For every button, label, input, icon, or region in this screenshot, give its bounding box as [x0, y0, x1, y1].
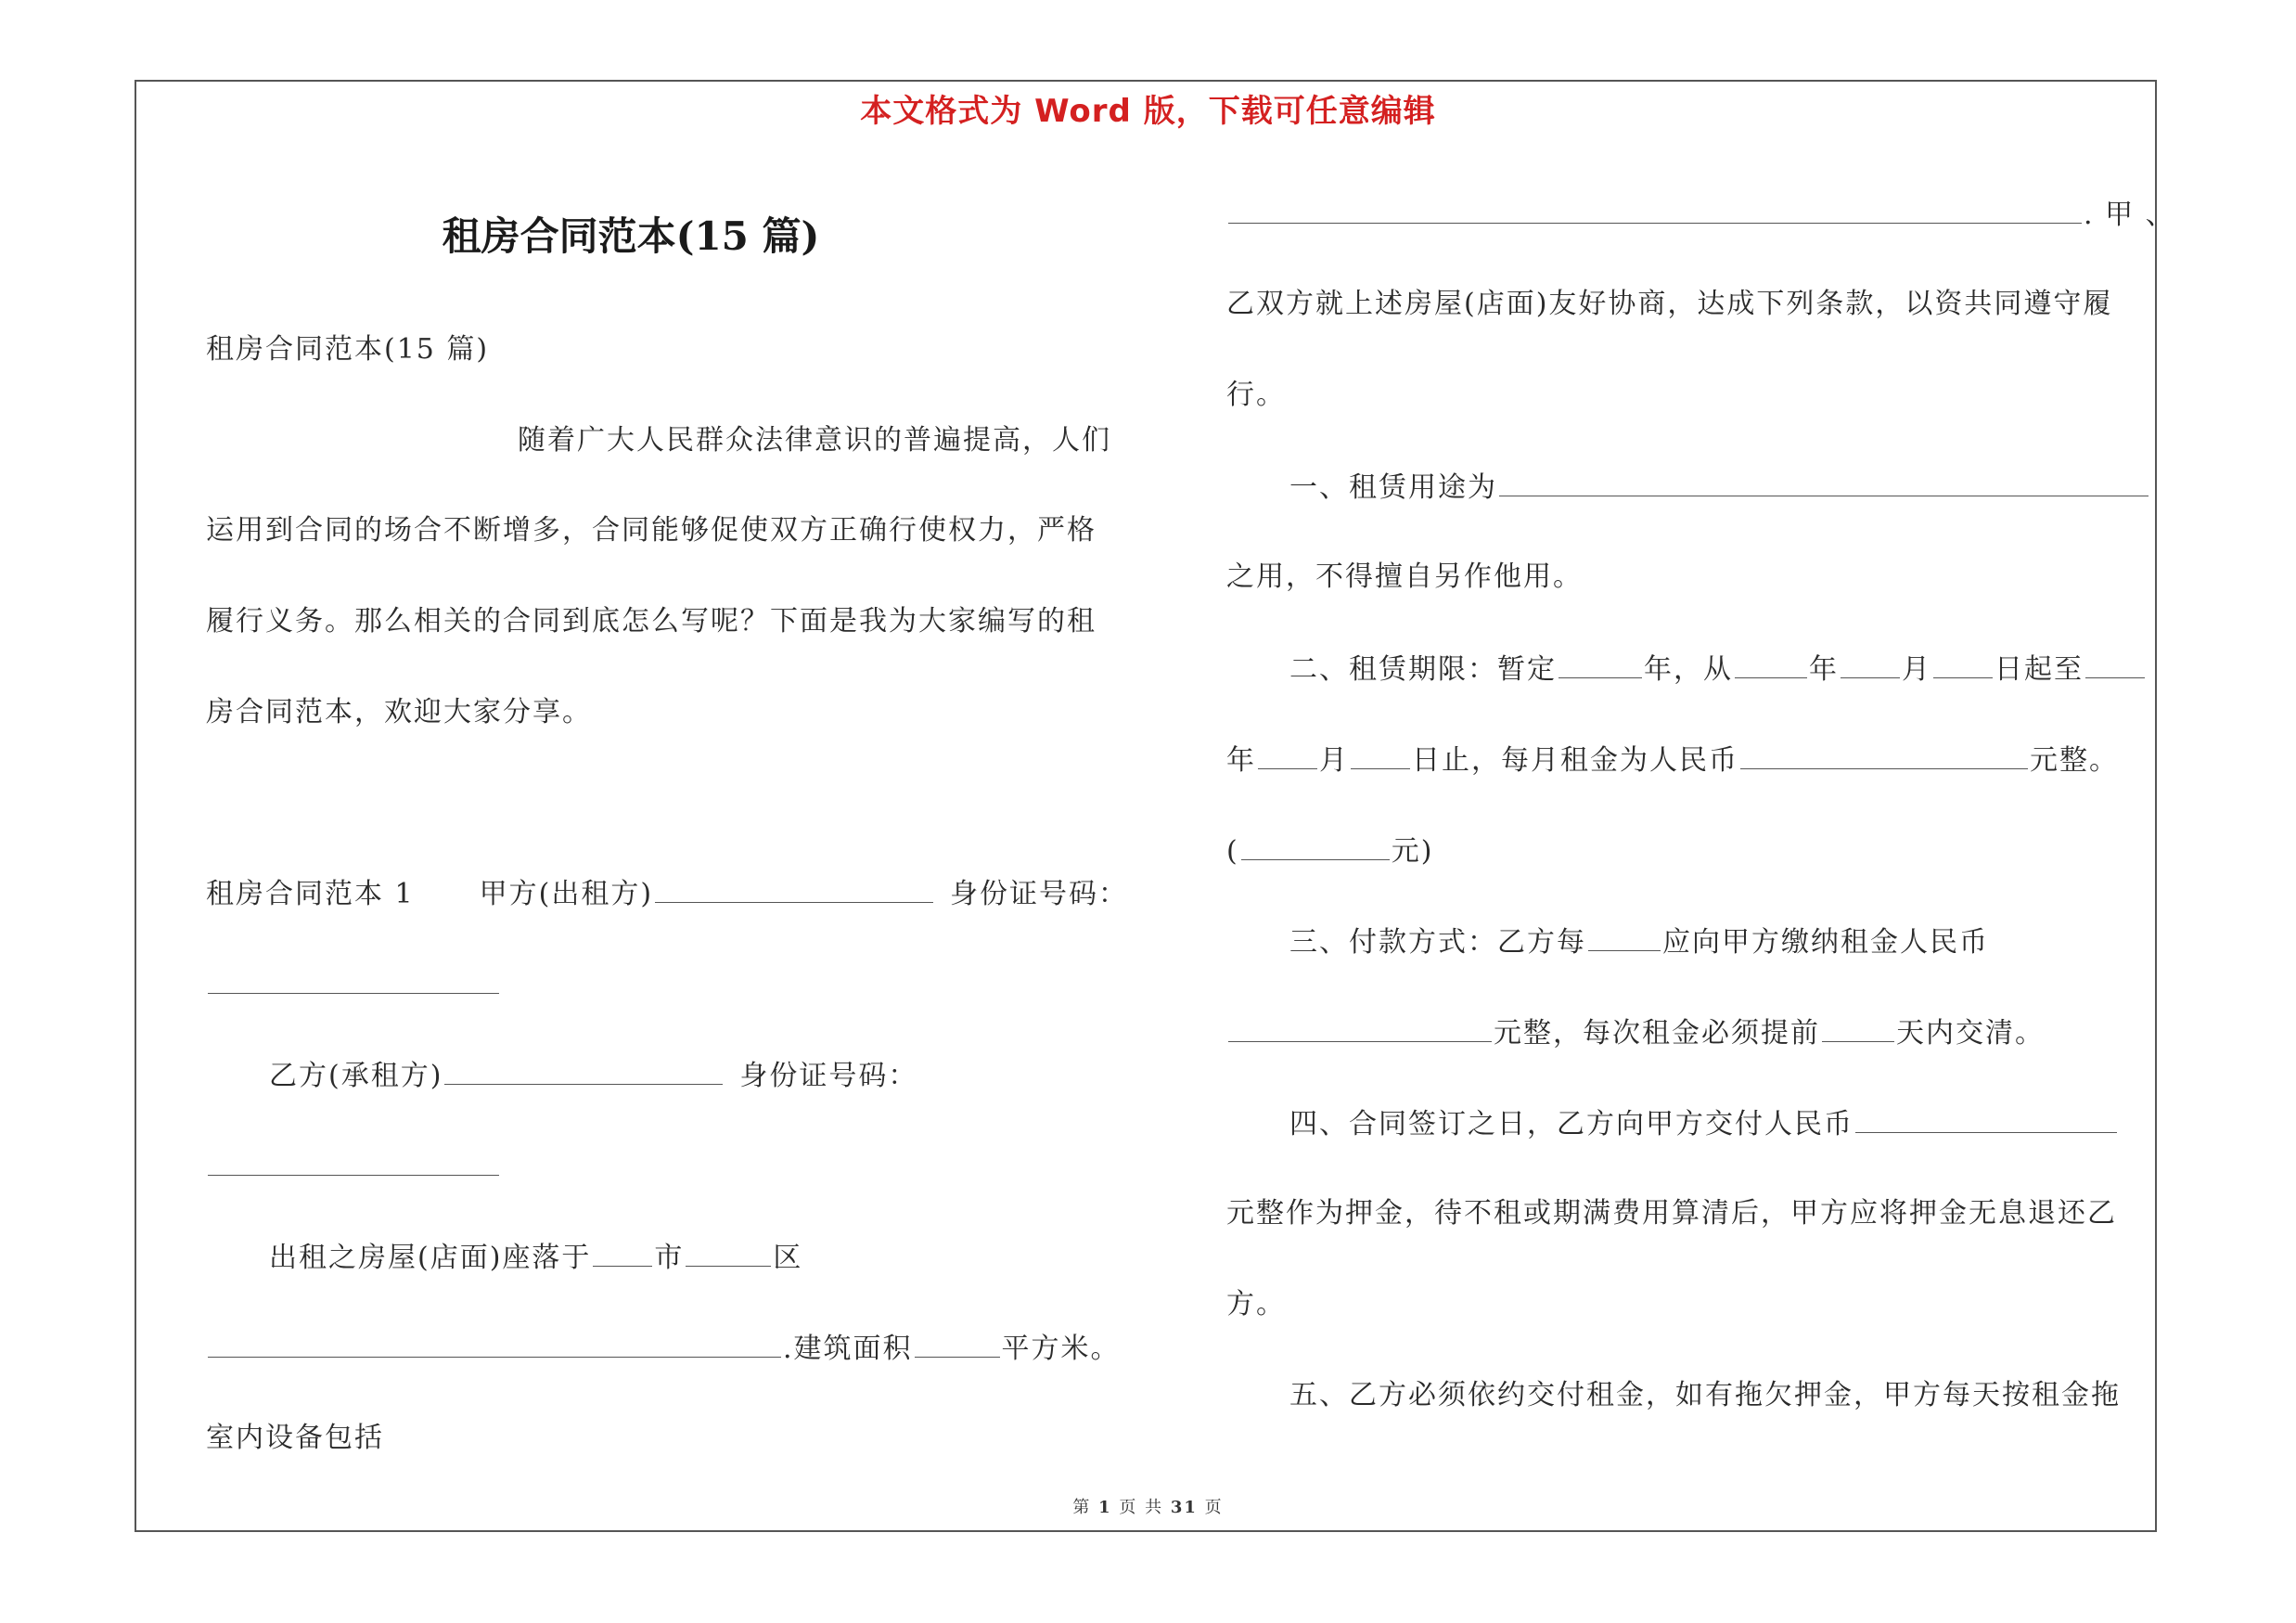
term-years-blank[interactable]	[1558, 650, 1642, 678]
word-format-banner: 本文格式为 Word 版，下载可任意编辑	[860, 93, 1436, 130]
location-prefix: 出租之房屋(店面)座落于	[269, 1242, 592, 1274]
clause-1-label: 一、租赁用途为	[1289, 471, 1497, 504]
agree-line-1: 乙双方就上述房屋(店面)友好协商，达成下列条款，以资共同遵守履	[1226, 288, 2113, 320]
clause-2-line-3	[1226, 831, 1433, 870]
deposit-blank[interactable]	[1855, 1104, 2117, 1133]
document-title: 租房合同范本(15 篇)	[442, 213, 820, 259]
usage-blank[interactable]	[1499, 468, 2148, 496]
area-unit: 平方米。	[1001, 1333, 1121, 1365]
page-footer	[0, 1494, 2296, 1518]
from-label: 年，从	[1644, 653, 1733, 686]
clause-4-line-3: 方。	[1226, 1288, 1286, 1320]
id-a-blank[interactable]	[208, 965, 499, 994]
subtitle: 租房合同范本(15 篇)	[206, 333, 490, 366]
clause-3-mid: 应向甲方缴纳租金人民币	[1662, 926, 1989, 959]
id-a-line	[206, 965, 501, 1004]
city-label: 市	[654, 1242, 685, 1274]
district-blank[interactable]	[686, 1238, 771, 1267]
clause-3-label: 三、付款方式：乙方每	[1289, 926, 1586, 959]
start-month-blank[interactable]	[1841, 650, 1900, 678]
id-label-a: 身份证号码：	[950, 878, 1129, 910]
clause-2-label: 二、租赁期限：暂定	[1289, 653, 1557, 686]
location-line	[269, 1238, 802, 1277]
district-label: 区	[773, 1242, 803, 1274]
footer-total-pages: 31	[1170, 1498, 1198, 1517]
area-label: .建筑面积	[783, 1333, 913, 1365]
clause-2-line-1	[1289, 650, 2147, 689]
end-month-blank[interactable]	[1258, 741, 1317, 769]
clause-3-line-1	[1289, 922, 1989, 961]
equipment-line: 室内设备包括	[206, 1422, 384, 1454]
party-b-blank[interactable]	[444, 1056, 723, 1085]
intro-line-1: 随着广大人民群众法律意识的普遍提高，人们	[518, 424, 1111, 457]
clause-1-end: 之用，不得擅自另作他用。	[1226, 560, 1583, 593]
start-day-blank[interactable]	[1933, 650, 1993, 678]
clause-3-yuan: 元整，每次租金必须提前	[1494, 1017, 1820, 1050]
yuan-whole-label: 元整。	[2030, 744, 2119, 777]
year-label: 年	[1809, 653, 1839, 686]
clause-4-label: 四、合同签订之日，乙方向甲方交付人民币	[1289, 1108, 1853, 1140]
party-a-label: 甲方(出租方)	[479, 878, 654, 910]
intro-line-3: 履行义务。那么相关的合同到底怎么写呢？下面是我为大家编写的租	[206, 605, 1097, 638]
start-year-blank[interactable]	[1735, 650, 1807, 678]
rent-amount-blank[interactable]	[1740, 741, 2028, 769]
intro-line-2: 运用到合同的场合不断增多，合同能够促使双方正确行使权力，严格	[206, 514, 1097, 547]
clause-1-line	[1289, 468, 2150, 507]
clause-3-end: 天内交清。	[1896, 1017, 2045, 1050]
clause-3-line-2	[1226, 1013, 2045, 1052]
intro-line-4: 房合同范本，欢迎大家分享。	[206, 696, 592, 728]
party-a-line	[206, 874, 1128, 913]
month-label: 月	[1902, 653, 1931, 686]
area-blank[interactable]	[915, 1329, 1000, 1358]
rent-figure-blank[interactable]	[1241, 831, 1390, 860]
area-line	[206, 1329, 1121, 1368]
clause-4-line-2: 元整作为押金，待不租或期满费用算清后，甲方应将押金无息退还乙	[1226, 1197, 2117, 1230]
clause-2-line-2	[1226, 741, 2119, 779]
address-blank[interactable]	[208, 1329, 781, 1358]
sample-heading: 租房合同范本 1	[206, 878, 415, 910]
footer-prefix: 第	[1072, 1498, 1092, 1517]
party-a-blank[interactable]	[655, 874, 933, 903]
clause-4-line-1	[1289, 1104, 2119, 1143]
city-blank[interactable]	[593, 1238, 652, 1267]
end-year-blank[interactable]	[2085, 650, 2145, 678]
payment-amount-blank[interactable]	[1228, 1013, 1492, 1042]
id-b-line	[206, 1147, 501, 1186]
rent-label: 日止，每月租金为人民币	[1412, 744, 1738, 777]
footer-page-number: 1	[1098, 1498, 1112, 1517]
footer-suffix: 页	[1204, 1498, 1224, 1517]
top-continuation-line	[1226, 195, 2175, 234]
agree-line-2: 行。	[1226, 379, 1286, 411]
to-label: 日起至	[1995, 653, 2084, 686]
end-month-label: 月	[1319, 744, 1349, 777]
paren-open: (	[1226, 835, 1239, 868]
id-b-blank[interactable]	[208, 1147, 499, 1176]
payment-period-blank[interactable]	[1588, 922, 1661, 951]
end-year-label: 年	[1226, 744, 1256, 777]
top-end: . 甲 、	[2084, 199, 2175, 231]
clause-5-line-1: 五、乙方必须依约交付租金，如有拖欠押金，甲方每天按租金拖	[1289, 1379, 2121, 1411]
advance-days-blank[interactable]	[1822, 1013, 1894, 1042]
id-label-b: 身份证号码：	[739, 1060, 918, 1092]
party-b-label: 乙方(承租方)	[269, 1060, 443, 1092]
footer-mid: 页 共	[1119, 1498, 1164, 1517]
end-day-blank[interactable]	[1351, 741, 1410, 769]
top-blank[interactable]	[1228, 195, 2082, 224]
paren-close: 元)	[1391, 835, 1434, 868]
party-b-line	[269, 1056, 917, 1095]
